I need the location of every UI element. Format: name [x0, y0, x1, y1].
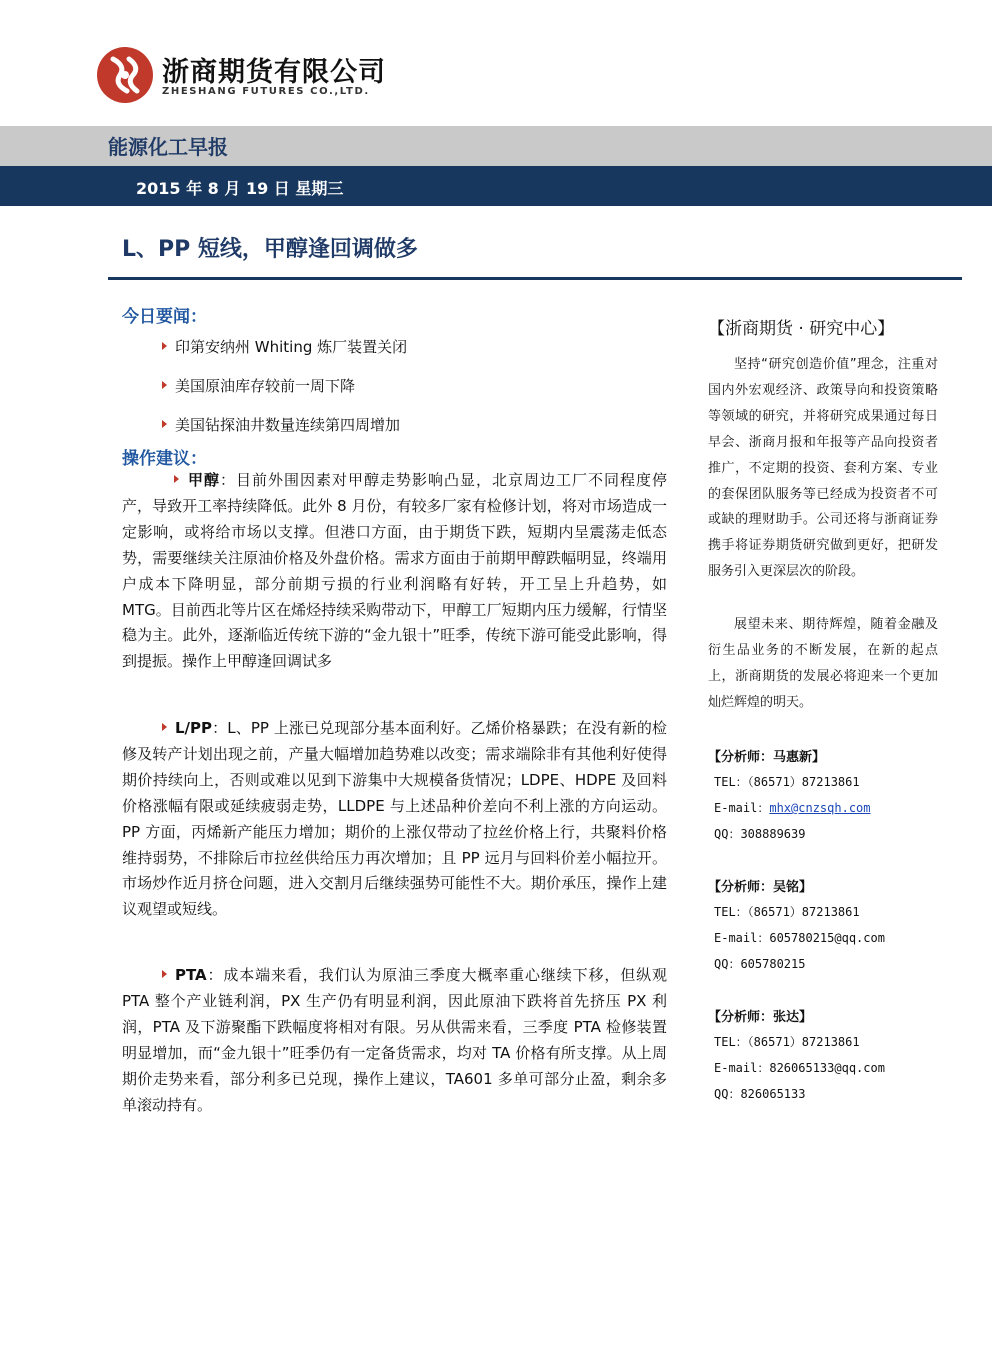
analyst-email: 826065133@qq.com [769, 1061, 885, 1075]
lpp-paragraph [122, 716, 667, 923]
email-label: E-mail： [714, 931, 770, 945]
advice-heading: 操作建议： [122, 449, 207, 469]
analyst-email-row [714, 929, 885, 946]
research-center-intro: 坚持“研究创造价值”理念，注重对国内外宏观经济、政策导向和投资策略等领域的研究，并将研究成果通过每日早会、浙商月报和年报等产品向投资者推广，不定期的投资、套利方案、专业的套保团队服务等已经成为投资者不可或缺的理财助手。公司还将与浙商证券携手将证券期货研究做到更好，把研发服务引入更深层次的阶段。 [708, 357, 938, 580]
bullet-arrow-icon [162, 342, 167, 350]
analyst-qq: QQ：826065133 [714, 1087, 806, 1101]
bullet-arrow-icon [162, 381, 167, 389]
bullet-arrow-icon [174, 475, 179, 483]
analyst-email-row [714, 1059, 885, 1076]
analyst-name: 【分析师：马惠新】 [708, 750, 826, 765]
lpp-lead: L/PP [175, 719, 213, 737]
research-center-outlook: 展望未来、期待辉煌，随着金融及衍生品业务的不断发展，在新的起点上，浙商期货的发展必将迎来一个更加灿烂辉煌的明天。 [708, 617, 938, 710]
analyst-tel: TEL：（86571）87213861 [714, 775, 860, 789]
email-label: E-mail： [714, 801, 770, 815]
analyst-name: 【分析师：张达】 [708, 1010, 813, 1025]
bullet-arrow-icon [162, 723, 167, 731]
analyst-email-row [714, 799, 871, 816]
news-item [162, 375, 355, 396]
analyst-name: 【分析师：吴铭】 [708, 880, 813, 895]
analyst-email-link[interactable]: mhx@cnzsqh.com [769, 801, 871, 815]
report-category: 能源化工早报 [108, 135, 228, 159]
company-logo [96, 46, 154, 104]
methanol-text: ：目前外围因素对甲醇走势影响凸显，北京周边工厂不同程度停产，导致开工率持续降低。此外 8 月份，有较多厂家有检修计划，将对市场造成一定影响，或将给市场以支撑。但港口方面，由于期货下跌，短期内呈震荡走低态势，需要继续关注原油价格及外盘价格。需求方面由于前期甲醇跌幅明显，终端用户成本下降明显，部分前期亏损的行业利润略有好转，开工呈上升趋势，如 MTG。目前西北等片区在烯烃持续采购带动下，甲醇工厂短期内压力缓解，行情坚稳为主。此外，逐渐临近传统下游的“金九银十”旺季，传统下游可能受此影响，得到提振。操作上甲醇逢回调试多 [122, 471, 667, 671]
analyst-qq: QQ：605780215 [714, 957, 806, 971]
bullet-arrow-icon [162, 970, 167, 978]
news-item [162, 336, 407, 357]
analyst-qq: QQ：308889639 [714, 827, 806, 841]
pta-text: ：成本端来看，我们认为原油三季度大概率重心继续下移，但纵观 PTA 整个产业链利润，PX 生产仍有明显利润，因此原油下跌将首先挤压 PX 利润，PTA 及下游聚酯下跌幅度将相对有限。另从供需来看，三季度 PTA 检修装置明显增加，而“金九银十”旺季仍有一定备货需求，均对 TA 价格有所支撑。从上周期价走势来看，部分利多已兑现，操作上建议，TA601 多单可部分止盈，剩余多单滚动持有。 [122, 966, 667, 1114]
news-heading: 今日要闻： [122, 307, 207, 327]
report-date: 2015 年 8 月 19 日 星期三 [136, 179, 344, 198]
lpp-text: ：L、PP 上涨已兑现部分基本面利好。乙烯价格暴跌；在没有新的检修及转产计划出现之前，产量大幅增加趋势难以改变；需求端除非有其他利好使得期价持续向上，否则或难以见到下游集中大规模备货情况；LDPE、HDPE 及回料价格涨幅有限或延续疲弱走势，LLDPE 与上述品种价差向不利上涨的方向运动。PP 方面，丙烯新产能压力增加；期价的上涨仅带动了拉丝价格上行，共聚料价格维持弱势，不排除后市拉丝供给压力再次增加；且 PP 远月与回料价差小幅拉开。市场炒作近月挤仓问题，进入交割月后继续强势可能性不大。期价承压，操作上建议观望或短线。 [122, 719, 667, 919]
research-center-heading: 【浙商期货 · 研究中心】 [708, 319, 895, 339]
analyst-tel: TEL：（86571）87213861 [714, 905, 860, 919]
pta-paragraph [122, 963, 667, 1118]
pta-lead: PTA [175, 966, 207, 984]
email-label: E-mail： [714, 1061, 770, 1075]
company-name-cn: 浙商期货有限公司 [162, 57, 386, 88]
company-name-en: ZHESHANG FUTURES CO.,LTD. [162, 86, 370, 97]
news-item-text: 美国原油库存较前一周下降 [175, 377, 356, 395]
methanol-lead: 甲醇 [187, 471, 220, 489]
analyst-tel: TEL：（86571）87213861 [714, 1035, 860, 1049]
title-divider [108, 277, 962, 280]
bullet-arrow-icon [162, 420, 167, 428]
news-item-text: 印第安纳州 Whiting 炼厂装置关闭 [175, 338, 408, 356]
methanol-paragraph [122, 468, 667, 675]
news-item-text: 美国钻探油井数量连续第四周增加 [175, 416, 401, 434]
analyst-email: 605780215@qq.com [769, 931, 885, 945]
report-title: L、PP 短线，甲醇逢回调做多 [122, 237, 418, 262]
news-item [162, 414, 400, 435]
